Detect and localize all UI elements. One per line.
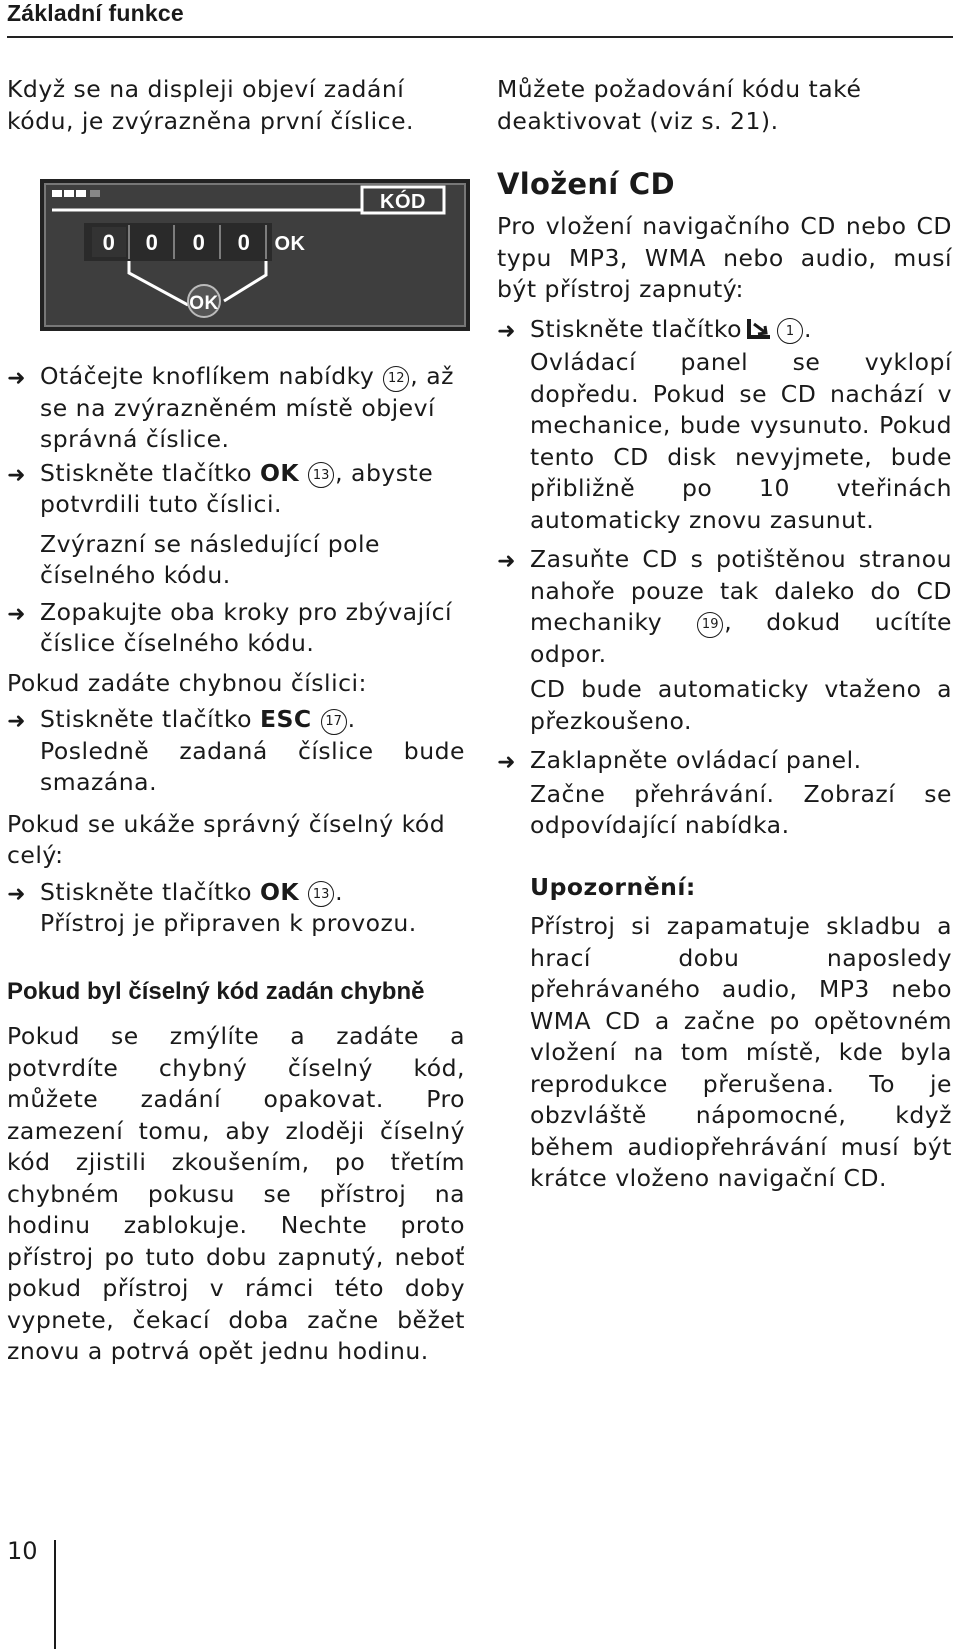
step-text: Stiskněte tlačítko [40, 705, 260, 733]
right-column [497, 74, 952, 1195]
display-screen [44, 183, 458, 319]
note-text: Přístroj si zapamatuje skladbu a hrací dobu naposledy přehrávaného audio, MP3 nebo WMA CD a začne po opětovném vložení na tom místě, kde byla reprodukce přerušena. To je obzvláště nápomocné, když během audiopřehrávání musí být krátce vloženo navigační CD. [530, 912, 952, 1192]
key-name: OK [259, 458, 300, 487]
step-note: Začne přehrávání. Zobrazí se odpovídající nabídka. [530, 779, 952, 839]
ref-number-badge: 19 [697, 612, 723, 638]
deactivate-text: Můžete požadování kódu také deaktivovat (viz s. 21). [497, 75, 862, 135]
step-press-ok [7, 458, 465, 521]
code-digit-2: 0 [145, 230, 159, 255]
note-block [497, 872, 952, 1195]
arrow-right-icon: ➜ [7, 366, 26, 391]
code-digit-1: 0 [102, 230, 116, 255]
ref-number-badge: 17 [321, 709, 347, 735]
arrow-right-icon: ➜ [497, 750, 516, 775]
step-text: Zaklapněte ovládací panel. [530, 746, 862, 774]
step-turn-knob [7, 361, 465, 456]
arrow-right-icon: ➜ [7, 709, 26, 734]
arrow-right-icon: ➜ [7, 881, 26, 907]
step-note: Posledně zadaná číslice bude smazána. [40, 736, 465, 796]
key-name: ESC [259, 705, 312, 733]
step-text: , abyste potvrdili tuto číslici. [40, 458, 434, 518]
wrong-code-paragraph: Pokud se zmýlíte a zadáte a potvrdíte chybný číselný kód, můžete zadání opakovat. Pro zamezení tomu, aby zloději číselný kód zjistili zkoušením, po třetím chybném pokusu se přístroj na hodinu zablokuje. Nechte proto přístroj po tuto dobu zapnutý, neboť pokud přístroj v rámci této doby vypnete, čekací doba začne běžet znovu a potrvá opět jednu hodinu. [7, 1022, 465, 1365]
step-note: CD bude automaticky vtaženo a přezkoušeno. [530, 675, 952, 735]
step-text: , dokud ucítíte odpor. [530, 608, 952, 668]
page-header [7, 0, 953, 38]
step-text: . [335, 877, 344, 906]
key-name: OK [259, 877, 300, 906]
wrong-digit-intro: Pokud zadáte chybnou číslici: [7, 668, 367, 697]
signal-indicator-icon [52, 190, 62, 197]
arrow-right-icon: ➜ [7, 601, 26, 627]
step-press-eject [497, 314, 952, 346]
cd-intro-text: Pro vložení navigačního CD nebo CD typu MP3, WMA nebo audio, musí být přístroj zapnutý: [497, 212, 952, 303]
step-text: Stiskněte tlačítko [40, 877, 260, 906]
step-text: Otáčejte knoflíkem nabídky [40, 362, 383, 390]
section-title: Základní funkce [7, 0, 184, 26]
code-digit-3: 0 [192, 230, 206, 255]
arrow-right-icon: ➜ [7, 462, 26, 488]
step-insert-cd [497, 544, 952, 670]
step-text: Stiskněte tlačítko [530, 314, 742, 343]
step-text: , až se na zvýrazněném místě objeví správná číslice. [40, 362, 454, 453]
note-title: Upozornění: [530, 872, 696, 901]
step-note: Zvýrazní se následující pole číselného kódu. [40, 529, 380, 589]
cd-section-heading: Vložení CD [497, 167, 675, 201]
arrow-right-icon: ➜ [497, 549, 516, 574]
open-panel-icon [746, 316, 772, 340]
code-digit-4: 0 [237, 230, 251, 255]
step-repeat [7, 597, 465, 660]
ref-number-badge: 12 [383, 366, 409, 392]
correct-code-intro: Pokud se ukáže správný číselný kód celý: [7, 809, 446, 869]
step-note: Přístroj je připraven k provozu. [40, 909, 417, 937]
code-ok-field: OK [274, 233, 306, 255]
left-column [7, 74, 465, 1368]
step-text: Zopakujte oba kroky pro zbývající číslice číselného kódu. [40, 597, 453, 657]
ref-number-badge: 13 [308, 881, 334, 907]
code-label: KÓD [380, 191, 426, 213]
page-number: 10 [7, 1537, 38, 1565]
ref-number-badge: 13 [308, 462, 334, 488]
page-number-divider [54, 1540, 56, 1649]
wrong-code-heading: Pokud byl číselný kód zadán chybně [7, 977, 425, 1005]
step-confirm-ok [7, 877, 465, 909]
step-text: . [347, 705, 356, 733]
intro-text: Když se na displeji objeví zadání kódu, je zvýrazněna první číslice. [7, 75, 414, 135]
step-note: Ovládací panel se vyklopí dopředu. Pokud se CD nachází v mechanice, bude vysunuto. Pokud tento CD disk nevyjmete, bude přibližně po 10 vteřinách automaticky znovu zasunut. [530, 348, 952, 534]
step-press-esc [7, 704, 465, 736]
step-text: . [803, 314, 812, 343]
ok-button-label: OK [189, 293, 219, 314]
step-text: Stiskněte tlačítko [40, 458, 260, 487]
step-close-panel [497, 745, 952, 777]
step-text: Zasuňte CD s potištěnou stranou nahoře pouze tak daleko do CD mechaniky [530, 545, 952, 636]
arrow-right-icon: ➜ [497, 318, 516, 344]
ref-number-badge: 1 [777, 318, 803, 344]
code-display-illustration [40, 179, 470, 331]
